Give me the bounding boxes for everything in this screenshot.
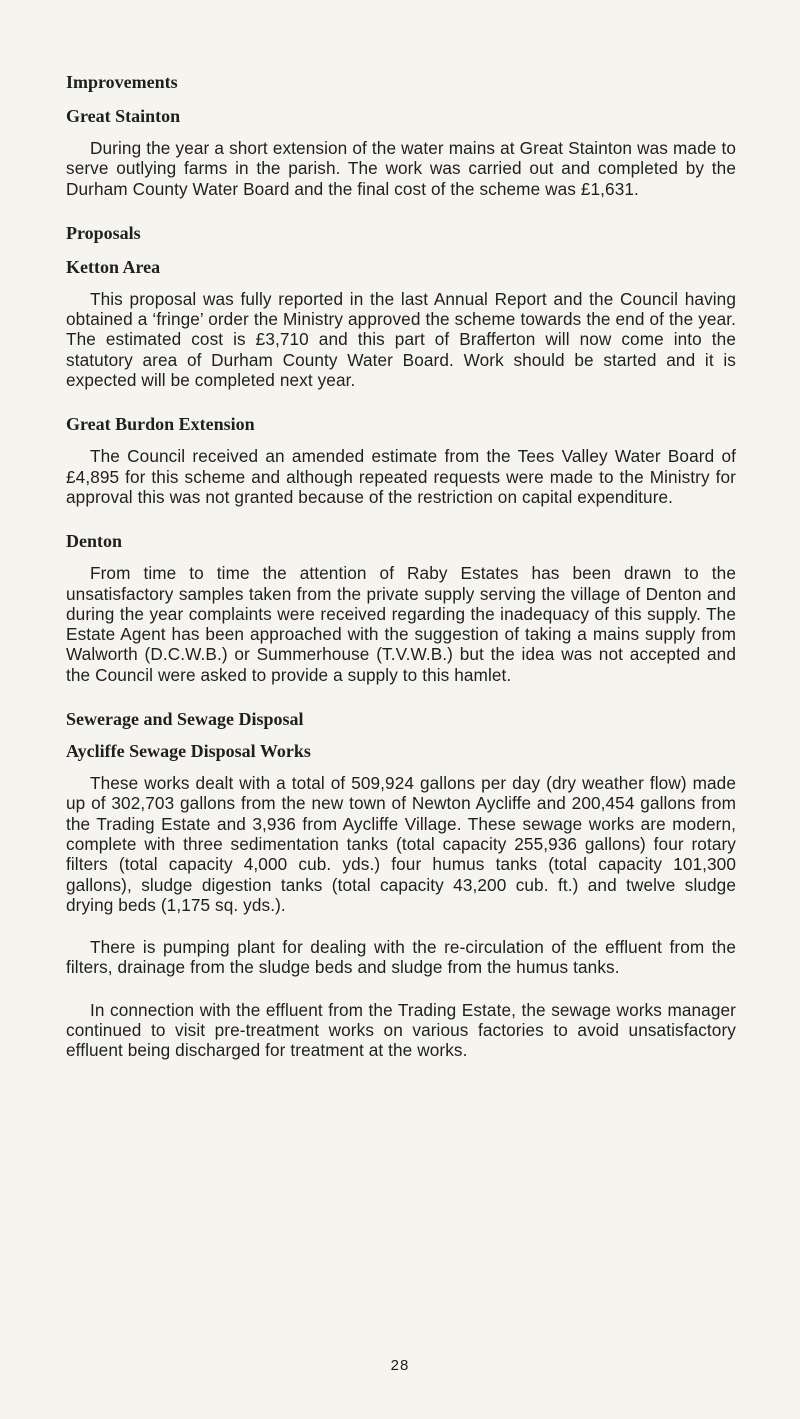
page-number: 28 bbox=[390, 1357, 410, 1374]
subsection-heading: Denton bbox=[66, 531, 123, 552]
paragraph: The Council received an amended estimate from the Tees Valley Water Board of £4,895 for this scheme and although repeated requests were made to the Ministry for approval this was not granted because of the restriction on capital expenditure. bbox=[66, 446, 736, 507]
subsection-great-burdon-extension bbox=[66, 414, 736, 507]
paragraph: This proposal was fully reported in the last Annual Report and the Council having obtained a ‘fringe’ order the Ministry approved the scheme towards the end of the year. The estimated cost is £3,710 and this part of Brafferton will now come into the statutory area of Durham County Water Board. Work should be started and it is expected will be completed next year. bbox=[66, 288, 736, 391]
section-sewerage bbox=[66, 709, 736, 1061]
subsection-great-stainton bbox=[66, 106, 736, 199]
subsection-heading: Aycliffe Sewage Disposal Works bbox=[66, 741, 311, 762]
subsection-heading: Great Stainton bbox=[66, 106, 181, 126]
section-heading: Improvements bbox=[66, 72, 178, 92]
section-improvements bbox=[66, 72, 736, 199]
section-heading: Sewerage and Sewage Disposal bbox=[66, 709, 304, 730]
paragraph: There is pumping plant for dealing with the re-circulation of the effluent from the filters, drainage from the sludge beds and sludge from the humus tanks. bbox=[66, 937, 736, 978]
subsection-denton bbox=[66, 531, 736, 685]
section-heading: Proposals bbox=[66, 222, 141, 243]
paragraph: These works dealt with a total of 509,924 gallons per day (dry weather flow) made up of 302,703 gallons from the new town of Newton Aycliffe and 200,454 gallons from the Trading Estate and 3,936 from Aycliffe Village. These sewage works are modern, complete with three sedimentation tanks (total capacity 255,936 gallons) four rotary filters (total capacity 4,000 cub. yds.) four humus tanks (total capacity 101,300 gallons), sludge digestion tanks (total capacity 43,200 cub. ft.) and twelve sludge drying beds (1,175 sq. yds.). bbox=[66, 773, 736, 915]
subsection-aycliffe-sewage-works bbox=[66, 741, 736, 1061]
subsection-heading: Ketton Area bbox=[66, 256, 161, 277]
document-page bbox=[66, 72, 736, 1061]
paragraph: In connection with the effluent from the Trading Estate, the sewage works manager continued to visit pre-treatment works on various factories to avoid unsatisfactory effluent being discharged for treatment at the works. bbox=[66, 999, 736, 1061]
subsection-ketton-area bbox=[66, 257, 736, 390]
paragraph: From time to time the attention of Raby Estates has been drawn to the unsatisfactory samples taken from the private supply serving the village of Denton and during the year complaints were received regarding the inadequacy of this supply. The Estate Agent has been approached with the suggestion of taking a mains supply from Walworth (D.C.W.B.) or Summerhouse (T.V.W.B.) but the idea was not accepted and the Council were asked to provide a supply to this hamlet. bbox=[66, 563, 736, 685]
paragraph: During the year a short extension of the water mains at Great Stainton was made to serve outlying farms in the parish. The work was carried out and completed by the Durham County Water Board and the final cost of the scheme was £1,631. bbox=[66, 138, 736, 199]
subsection-heading: Great Burdon Extension bbox=[66, 414, 255, 435]
section-proposals bbox=[66, 223, 736, 685]
